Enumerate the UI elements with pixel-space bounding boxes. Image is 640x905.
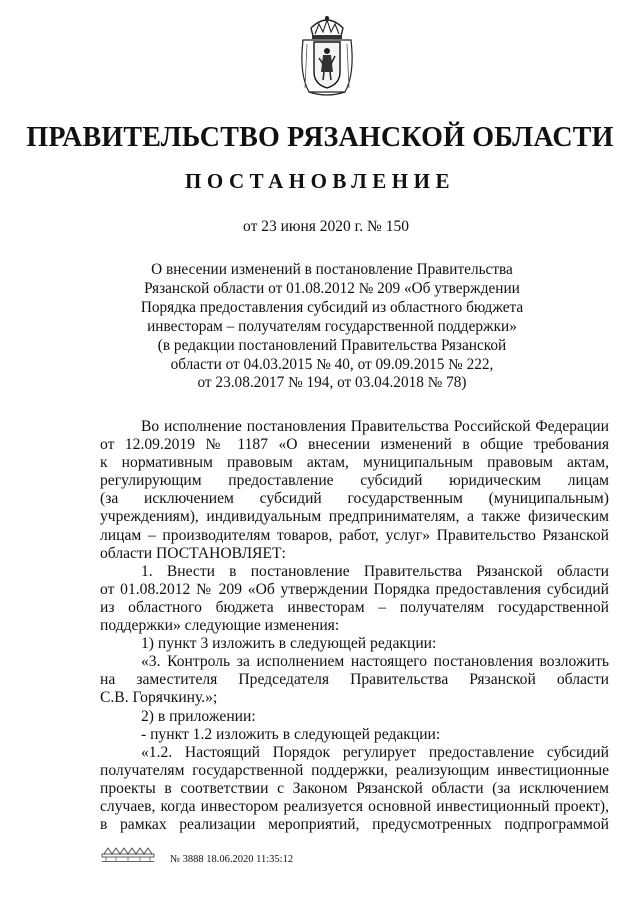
body-line: от 12.09.2019 № 1187 «О внесении изменений в общие требования (100, 436, 609, 454)
body-line: «3. Контроль за исполнением настоящего постановления возложить (141, 653, 609, 671)
body-line: Во исполнение постановления Правительства Российской Федерации (141, 418, 609, 435)
subject-line: Рязанской области от 01.08.2012 № 209 «Об утверждении (144, 279, 520, 297)
subject-line: инвесторам – получателям государственной поддержки» (147, 317, 517, 335)
body-line: (за исключением субсидий государственным (муниципальным) (100, 490, 609, 508)
document-footer (100, 840, 400, 880)
organization-title: ПРАВИТЕЛЬСТВО РЯЗАНСКОЙ ОБЛАСТИ (26, 122, 614, 153)
body-line: 1) пункт 3 изложить в следующей редакции: (141, 635, 437, 653)
body-line: из областного бюджета инвесторам – получателям государственной (100, 598, 609, 616)
document-date-number: от 23 июня 2020 г. № 150 (243, 218, 409, 235)
subject-line: области от 04.03.2015 № 40, от 09.09.2015 № 222, (170, 355, 494, 373)
body-line: случаев, когда инвестором реализуется основной инвестиционный проект), (100, 797, 609, 815)
document-body (100, 418, 609, 834)
subject-line: (в редакции постановлений Правительства Рязанской (157, 336, 507, 354)
document-type: ПОСТАНОВЛЕНИЕ (185, 169, 455, 193)
body-line: - пункт 1.2 изложить в следующей редакции: (141, 725, 441, 743)
body-line: 2) в приложении: (141, 707, 256, 725)
printing-stamp-icon (100, 844, 156, 862)
body-line: от 01.08.2012 № 209 «Об утверждении Порядка предоставления субсидий (100, 580, 609, 598)
body-line: к нормативным правовым актам, муниципальным правовым актам, (100, 454, 609, 472)
body-line: С.В. Горячкину.»; (100, 689, 218, 707)
body-line: учреждениям), индивидуальным предпринимателям, а также физическим (100, 508, 609, 526)
body-line: лицам – производителям товаров, работ, услуг» Правительство Рязанской (100, 526, 609, 544)
body-line: регулирующим предоставление субсидий юридическим лицам (100, 472, 609, 490)
body-line: области ПОСТАНОВЛЯЕТ: (100, 544, 286, 562)
registration-number: № 3888 18.06.2020 11:35:12 (170, 854, 294, 865)
document-subject (120, 261, 544, 393)
subject-line: Порядка предоставления субсидий из областного бюджета (140, 298, 524, 316)
body-line: на заместителя Председателя Правительства Рязанской области (100, 671, 609, 689)
body-line: проекты в соответствии с Законом Рязанской области (за исключением (100, 779, 609, 797)
subject-line: О внесении изменений в постановление Правительства (151, 261, 513, 278)
body-line: «1.2. Настоящий Порядок регулирует предоставление субсидий (141, 743, 609, 761)
body-line: получателям государственной поддержки, реализующим инвестиционные (100, 761, 609, 779)
body-line: 1. Внести в постановление Правительства Рязанской области (141, 562, 609, 580)
coat-of-arms-icon (297, 14, 357, 98)
body-line: поддержки» следующие изменения: (100, 617, 340, 635)
subject-line: от 23.08.2017 № 194, от 03.04.2018 № 78) (197, 374, 467, 392)
body-line: в рамках реализации мероприятий, предусмотренных подпрограммой (100, 816, 609, 834)
